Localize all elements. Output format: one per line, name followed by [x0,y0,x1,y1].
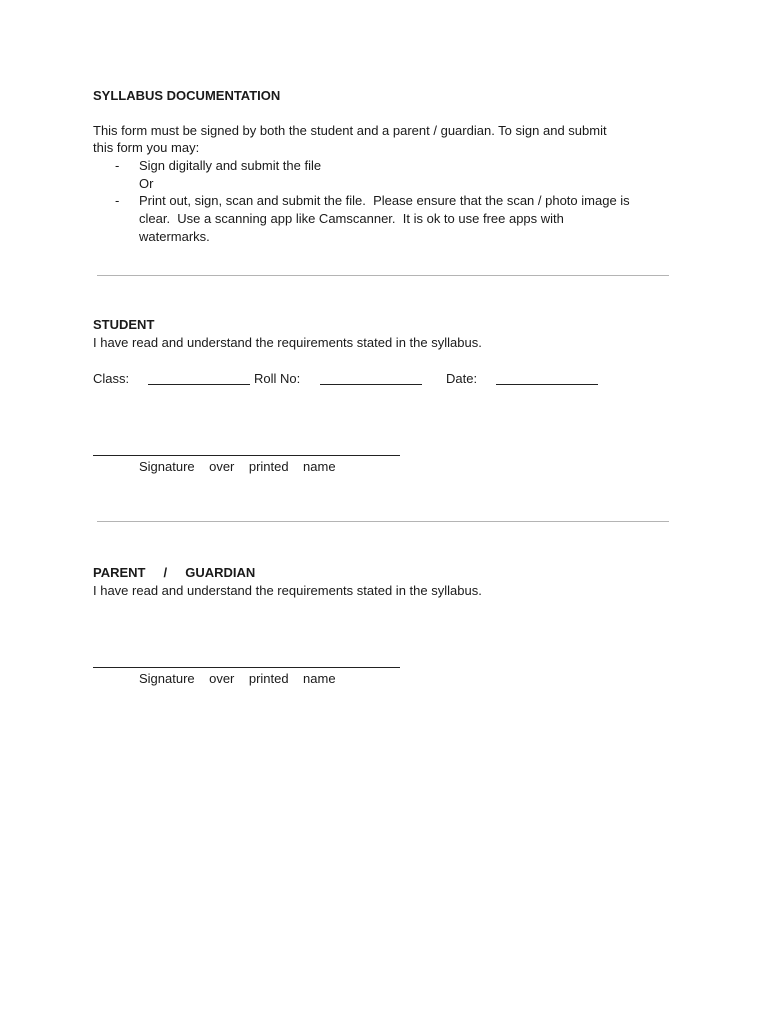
option-print-line-2: clear. Use a scanning app like Camscanner. It is ok to use free apps with [139,211,564,226]
option-print-line-3: watermarks. [139,229,210,244]
document-title: SYLLABUS DOCUMENTATION [93,88,281,103]
parent-heading: PARENT / GUARDIAN [93,565,256,580]
option-or: Or [139,176,154,191]
parent-statement: I have read and understand the requirements stated in the syllabus. [93,583,482,598]
class-label: Class: [93,371,130,386]
roll-no-label: Roll No: [254,371,301,386]
student-heading: STUDENT [93,317,155,332]
class-field[interactable] [148,384,250,385]
intro-line-1: This form must be signed by both the student and a parent / guardian. To sign and submit [93,123,607,138]
parent-signature-caption: Signature over printed name [139,671,336,686]
intro-line-2: this form you may: [93,140,200,155]
bullet-dash: - [115,158,120,173]
section-divider [97,275,669,276]
student-statement: I have read and understand the requirements stated in the syllabus. [93,335,482,350]
roll-no-field[interactable] [320,384,422,385]
bullet-dash: - [115,193,120,208]
date-field[interactable] [496,384,598,385]
option-sign-digitally: Sign digitally and submit the file [139,158,322,173]
date-label: Date: [446,371,478,386]
parent-signature-line[interactable] [93,667,400,668]
option-print-line-1: Print out, sign, scan and submit the file. Please ensure that the scan / photo image is [139,193,630,208]
student-signature-line[interactable] [93,455,400,456]
student-signature-caption: Signature over printed name [139,459,336,474]
section-divider [97,521,669,522]
